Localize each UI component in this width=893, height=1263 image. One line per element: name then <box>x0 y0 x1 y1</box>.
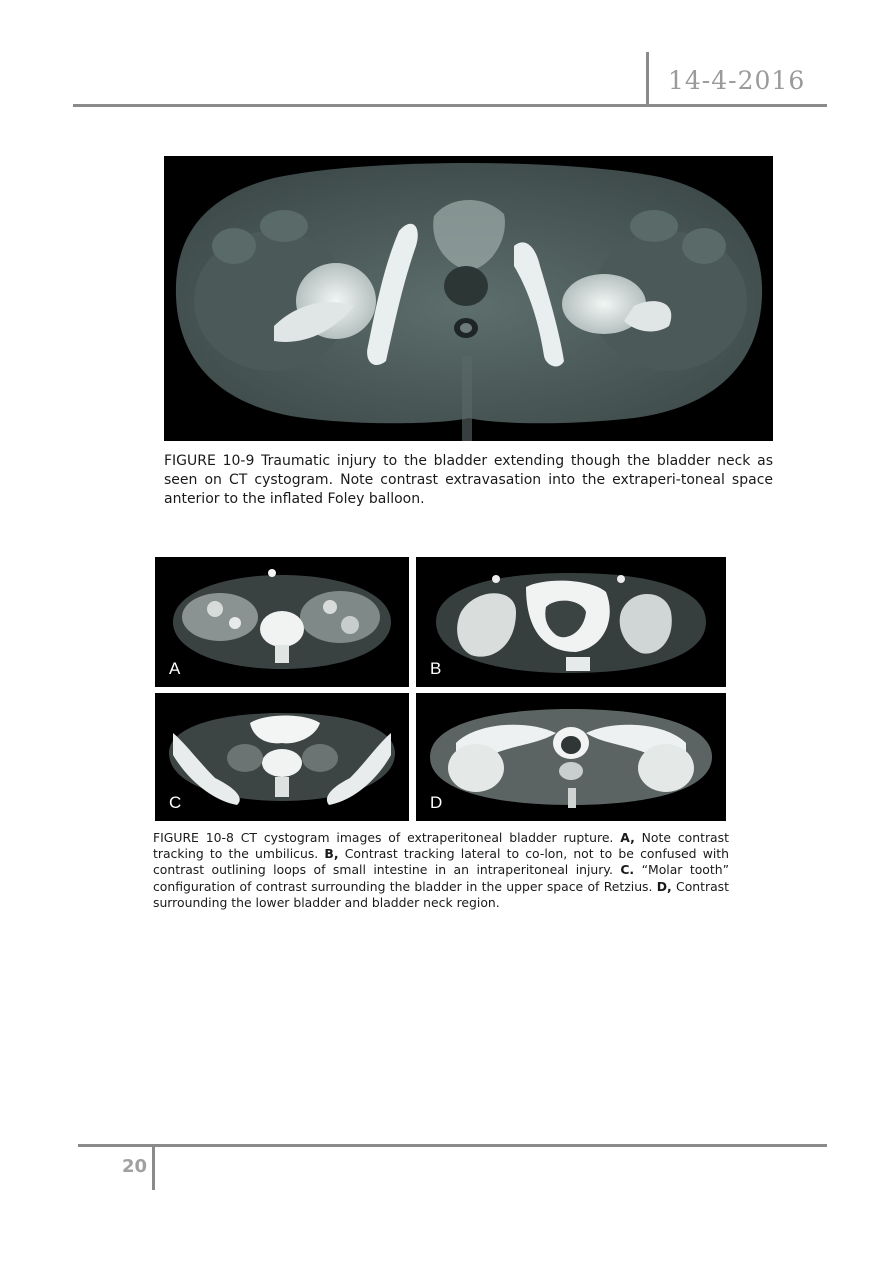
panel-a-label: A <box>169 659 181 678</box>
figure-10-8-panel-a <box>155 557 409 687</box>
page-number: 20 <box>122 1156 148 1177</box>
figure-10-8-panel-b <box>416 557 726 687</box>
header-rule <box>73 104 827 107</box>
panel-b-label: B <box>430 659 442 678</box>
caption-a-label: A, <box>620 830 635 845</box>
figure-10-8-panel-d <box>416 693 726 821</box>
figure-10-8-panel-c <box>155 693 409 821</box>
caption-b-label: B, <box>324 846 339 862</box>
figure-10-9-ct-image <box>164 156 773 441</box>
caption-d-label: D, <box>656 878 672 894</box>
panel-d-label: D <box>430 793 443 812</box>
caption-a-text: Note contrast tracking to the umbilicus. <box>153 830 729 862</box>
figure-10-9-caption: FIGURE 10-9 Traumatic injury to the bladder extending though the bladder neck as seen on CT cystogram. Note contrast extravasation into the extraperi-toneal space anterior to the inflated Foley balloon. <box>164 453 773 507</box>
header-date: 14-4-2016 <box>668 66 806 95</box>
footer-rule <box>78 1144 827 1147</box>
figure-10-8-caption <box>153 830 729 911</box>
caption-c-label: C. <box>620 862 635 878</box>
panel-c-label: C <box>169 793 182 812</box>
caption-b-text: Contrast tracking lateral to co-lon, not to be confused with contrast outlining loops of small intestine in an intraperitoneal injury. <box>153 846 729 878</box>
footer-divider-vertical <box>152 1146 155 1190</box>
header-divider-vertical <box>646 52 649 106</box>
caption-c-text: “Molar tooth” configuration of contrast surrounding the bladder in the upper space of Retzius. <box>153 862 729 894</box>
caption-intro: FIGURE 10-8 CT cystogram images of extraperitoneal bladder rupture. <box>153 830 614 845</box>
caption-d-text: Contrast surrounding the lower bladder and bladder neck region. <box>153 878 729 910</box>
